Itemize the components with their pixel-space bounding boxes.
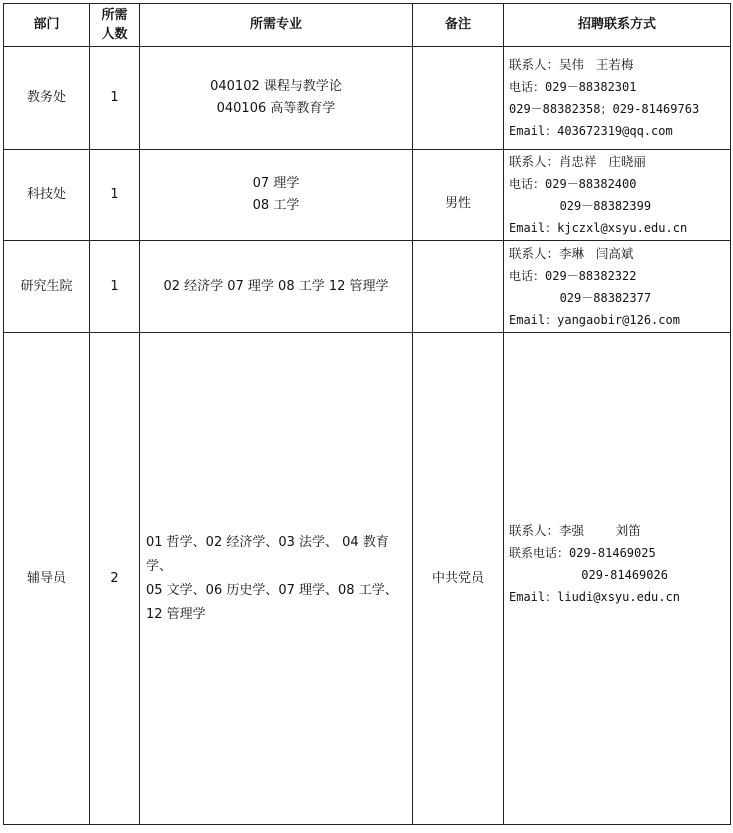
count-cell: 1	[90, 150, 140, 241]
note-cell	[413, 241, 504, 333]
major-cell	[140, 47, 413, 150]
header-dept: 部门	[4, 4, 90, 47]
contact-line: Email：liudi@xsyu.edu.cn	[509, 589, 680, 604]
header-note: 备注	[413, 4, 504, 47]
major-line: 08 工学	[252, 198, 300, 213]
table-row	[4, 150, 731, 241]
note-cell: 中共党员	[413, 333, 504, 825]
major-cell	[140, 241, 413, 333]
contact-line: 029-81469026	[509, 567, 668, 582]
dept-cell: 辅导员	[4, 333, 90, 825]
contact-line: 联系人：肖忠祥 庄晓丽	[509, 154, 646, 169]
contact-cell	[504, 333, 731, 825]
header-major: 所需专业	[140, 4, 413, 47]
major-line: 040106 高等教育学	[216, 101, 336, 116]
contact-line: 联系电话：029-81469025	[509, 545, 656, 560]
note-cell	[413, 47, 504, 150]
header-count	[90, 4, 140, 47]
contact-cell	[504, 241, 731, 333]
contact-line: Email：403672319@qq.com	[509, 124, 673, 138]
dept-cell: 教务处	[4, 47, 90, 150]
header-row	[4, 4, 731, 47]
contact-line: Email：kjczxl@xsyu.edu.cn	[509, 221, 688, 235]
contact-line: 联系人：吴伟 王若梅	[509, 57, 634, 72]
header-count-line2: 人数	[101, 27, 128, 42]
contact-line: 029－88382399	[509, 199, 652, 213]
major-line: 05 文学、06 历史学、07 理学、08 工学、	[146, 582, 398, 598]
note-cell: 男性	[413, 150, 504, 241]
count-cell: 1	[90, 47, 140, 150]
contact-line: 电话：029－88382322	[509, 268, 637, 283]
contact-line: 电话：029－88382301	[509, 80, 637, 94]
contact-line: Email：yangaobir@126.com	[509, 312, 680, 327]
recruitment-table	[3, 3, 731, 825]
count-cell: 2	[90, 333, 140, 825]
contact-line: 联系人：李琳 闫高斌	[509, 245, 634, 261]
major-line: 02 经济学 07 理学 08 工学 12 管理学	[163, 278, 389, 294]
dept-cell: 科技处	[4, 150, 90, 241]
table-row	[4, 333, 731, 825]
major-cell	[140, 150, 413, 241]
header-count-line1: 所需	[101, 8, 128, 23]
count-cell: 1	[90, 241, 140, 333]
major-line: 040102 课程与教学论	[210, 79, 342, 94]
major-line: 01 哲学、02 经济学、03 法学、 04 教育学、	[146, 534, 389, 574]
contact-cell	[504, 47, 731, 150]
contact-line: 029－88382358；029-81469763	[509, 102, 700, 116]
contact-line: 029－88382377	[509, 290, 652, 305]
major-line: 07 理学	[252, 176, 300, 191]
major-line: 12 管理学	[146, 606, 206, 622]
contact-cell	[504, 150, 731, 241]
dept-cell: 研究生院	[4, 241, 90, 333]
contact-line: 联系人：李强 刘笛	[509, 522, 641, 538]
table-row	[4, 241, 731, 333]
header-contact: 招聘联系方式	[504, 4, 731, 47]
major-cell	[140, 333, 413, 825]
contact-line: 电话：029－88382400	[509, 177, 637, 191]
table-row	[4, 47, 731, 150]
